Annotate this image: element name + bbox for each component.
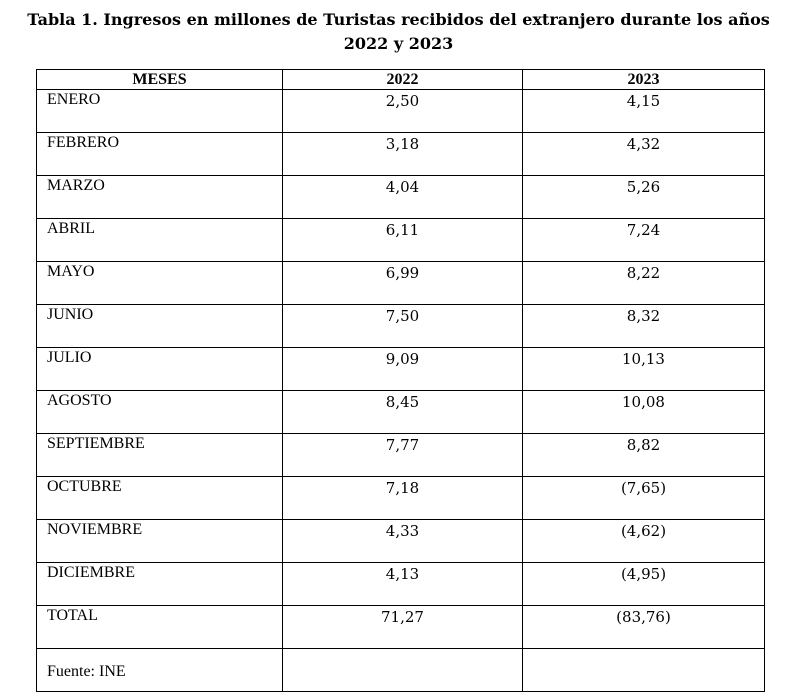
value-2022-cell: 7,77	[283, 434, 523, 477]
column-header-months-label: MESES	[132, 71, 187, 88]
table-row	[37, 434, 765, 477]
table-title-line-1: Tabla 1. Ingresos en millones de Turistas recibidos del extranjero durante los años	[27, 10, 770, 29]
value-2023-cell: 10,13	[523, 348, 765, 391]
value-2022-cell: 9,09	[283, 348, 523, 391]
value-2022-cell: 8,45	[283, 391, 523, 434]
table-row	[37, 176, 765, 219]
month-cell: JUNIO	[37, 305, 283, 348]
value-2022-cell: 3,18	[283, 133, 523, 176]
table-body	[37, 90, 765, 692]
month-cell: MAYO	[37, 262, 283, 305]
column-header-2023	[523, 70, 765, 90]
value-2022-cell: 6,11	[283, 219, 523, 262]
month-cell: NOVIEMBRE	[37, 520, 283, 563]
table-row	[37, 262, 765, 305]
value-2023-cell: 8,32	[523, 305, 765, 348]
value-2022-cell: 2,50	[283, 90, 523, 133]
column-header-2022	[283, 70, 523, 90]
value-2023-cell: (7,65)	[523, 477, 765, 520]
month-cell: DICIEMBRE	[37, 563, 283, 606]
month-cell: OCTUBRE	[37, 477, 283, 520]
table-row	[37, 90, 765, 133]
month-cell: SEPTIEMBRE	[37, 434, 283, 477]
table-header-row	[37, 70, 765, 90]
table-row	[37, 391, 765, 434]
source-note: Fuente: INE	[47, 663, 126, 680]
value-2022-cell: 6,99	[283, 262, 523, 305]
table-title	[0, 8, 797, 56]
table-row	[37, 133, 765, 176]
month-cell: MARZO	[37, 176, 283, 219]
value-2023-cell: (83,76)	[523, 606, 765, 649]
table-row	[37, 348, 765, 391]
tourism-income-table	[36, 69, 765, 692]
value-2023-cell: 4,32	[523, 133, 765, 176]
value-2022-cell: 4,13	[283, 563, 523, 606]
value-2022-cell	[283, 649, 523, 692]
value-2022-cell: 4,04	[283, 176, 523, 219]
table-row	[37, 520, 765, 563]
column-header-2023-label: 2023	[627, 71, 660, 88]
value-2023-cell: 8,22	[523, 262, 765, 305]
table-row	[37, 477, 765, 520]
table-row	[37, 219, 765, 262]
month-cell: FEBRERO	[37, 133, 283, 176]
total-row	[37, 606, 765, 649]
value-2022-cell: 71,27	[283, 606, 523, 649]
value-2023-cell: 10,08	[523, 391, 765, 434]
value-2023-cell: 4,15	[523, 90, 765, 133]
column-header-months	[37, 70, 283, 90]
column-header-2022-label: 2022	[386, 71, 419, 88]
value-2023-cell: 8,82	[523, 434, 765, 477]
table-row	[37, 649, 765, 692]
value-2023-cell: (4,62)	[523, 520, 765, 563]
value-2022-cell: 7,50	[283, 305, 523, 348]
table-row	[37, 563, 765, 606]
month-cell: TOTAL	[37, 606, 283, 649]
value-2022-cell: 7,18	[283, 477, 523, 520]
value-2023-cell: 7,24	[523, 219, 765, 262]
month-cell: ENERO	[37, 90, 283, 133]
month-cell: AGOSTO	[37, 391, 283, 434]
value-2022-cell: 4,33	[283, 520, 523, 563]
month-cell: ABRIL	[37, 219, 283, 262]
table-title-line-2: 2022 y 2023	[343, 34, 454, 53]
table-row	[37, 305, 765, 348]
value-2023-cell: (4,95)	[523, 563, 765, 606]
value-2023-cell: 5,26	[523, 176, 765, 219]
month-cell: JULIO	[37, 348, 283, 391]
value-2023-cell	[523, 649, 765, 692]
